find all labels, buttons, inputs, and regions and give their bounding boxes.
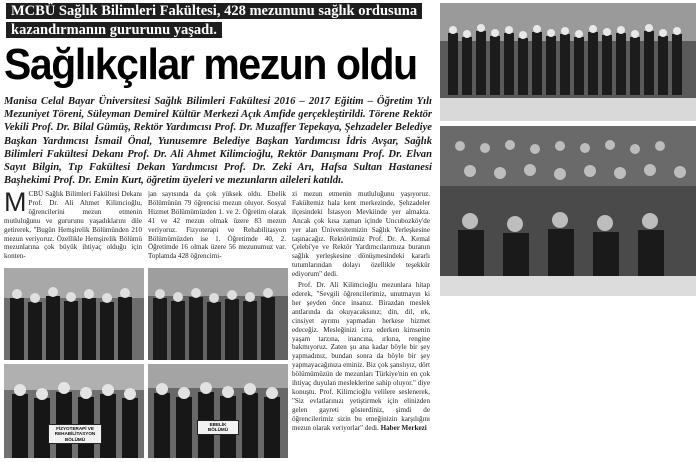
fizyoterapi-caption-card	[48, 424, 102, 444]
kicker-text: MCBÜ Sağlık Bilimleri Fakültesi, 428 mezununu sağlık ordusuna kazandırmanın gururunu yaşadı.	[6, 3, 422, 38]
ebelik-caption-card	[197, 420, 239, 435]
fizyoterapi-caption-text: FİZYOTERAPİ VE REHABİLİTASYON BÖLÜMÜ	[54, 426, 96, 442]
kicker	[6, 2, 431, 40]
body-column-1-text: CBÜ Sağlık Bilimleri Fakültesi Dekanı Prof. Dr. Ali Ahmet Kilimcioğlu, öğrencilerini mezun etmenin mutluluğunu ve gururunu yaşadıklarını dile getirerek, "Bugün Hemşirelik Bölümünden 210 mezun veriyoruz. Özellikle Hemşirelik Bölümü mezunlarına çok büyük ihtiyaç olduğu için konten-	[4, 190, 142, 261]
stage-graduates-photo	[440, 3, 696, 121]
ebelik-graduates-photo	[148, 364, 288, 458]
body-column-3	[292, 190, 430, 458]
audience-photo	[440, 126, 696, 296]
body-column-3b-text: Prof. Dr. Ali Kilimcioğlu mezunlara hitap ederek, "Sevgili öğrencilerimiz, unutmayın ki her şeyden önce insanız. Birazdan meslek antlarında da okuyacaksınız; din, dil, ırk, cinsiyet ayrımı yapmadan herkese hizmet edeceğiz. Mesleğinizi icra ederken kimsenin yaşam tarzına, inancına, ırkına, rengine bakmıyoruz. Zaten şu ana kadar böyle bir şey yapmadınız, bundan sonra da böyle bir şey yapmayacağınıza eminiz. Biz çok şanslıyız, dört bölümümüzün de mezunları Türkiye'nin en çok ihtiyaç duyulan mesleklerine sahip oluyor." diye konuştu. Prof. Kilimcioğlu velilere seslenerek, "Siz evlatlarınızı yetiştirmek için elinizden gelen gayreti gösterdiniz, şimdi de öğrencilerimiz sizin bu emeğinizin karşılığını mezun olarak veriyorlar" dedi.	[292, 281, 430, 432]
dropcap: M	[4, 190, 27, 217]
lead-paragraph: Manisa Celal Bayar Üniversitesi Sağlık Bilimleri Fakültesi 2016 – 2017 Eğitim – Öğretim Yılı Mezuniyet Töreni, Süleyman Demirel Kültür Merkezi Açık Amfide gerçekleştirildi. Törene Rektör Vekili Prof. Dr. Bilal Gümüş, Rektör Yardımcısı Prof. Dr. Muzaffer Tepekaya, Şehzadeler Belediye Başkan Yardımcısı İsmail Önal, Yunusemre Belediye Başkan Yardımcısı İdris Avşar, Sağlık Bilimleri Fakültesi Dekanı Prof. Dr. Ali Ahmet Kilimcioğlu, Rektör Danışmanı Prof. Dr. Elvan Sayıt Bilgin, Tıp Fakültesi Dekan Yardımcısı Prof. Dr. Zeki Arı, Hafsa Sultan Hastanesi Başhekimi Prof. Dr. Emin Kurt, öğretim üyeleri ve mezunların aileleri katıldı.	[4, 96, 432, 187]
body-column-2-text: jan sayısında da çok yüksek oldu. Ebelik Bölümünün 79 öğrencisi mezun oluyor. Sosyal Hizmet Bölümümüzden 1. ve 2. Öğretim olarak 41 ve 42 mezun olmak üzere 83 mezun veriyoruz. Fizyoterapi ve Rehabilitasyon Bölümümüzden ise 1. Öğretimde 40, 2. Öğretimde 16 olmak üzere 56 mezunumuz var. Toplamda 428 öğrencimi-	[148, 190, 286, 261]
fizyoterapi-group-photo	[4, 268, 144, 360]
body-column-2	[148, 190, 286, 266]
body-column-1	[4, 190, 142, 266]
hemsirelik-group-photo	[148, 268, 288, 360]
headline: Sağlıkçılar mezun oldu	[4, 40, 417, 89]
byline: Haber Merkezi	[380, 423, 427, 432]
ebelik-caption-text: EBELİK BÖLÜMÜ	[207, 422, 229, 433]
body-column-3a-text: zi mezun etmenin mutluluğunu yaşıyoruz. Fakültemiz hala kent merkezinde, Şehzadeler ilçesindeki İstasyon Mevkiinde yer almakta. Ancak çok kısa zaman içinde Uncubozköy'de yer alan Üniversitemizin Sağlık Yerleşkesine taşınacağız. Rektörümüz Prof. Dr. A. Kemal Çelebi'ye ve Rektör Yardımcılarımıza buranın sağlık yerleşkesine dönüşmesindeki kararlı tutumlarından dolayı özellikle teşekkür ediyorum" dedi.	[292, 190, 430, 279]
